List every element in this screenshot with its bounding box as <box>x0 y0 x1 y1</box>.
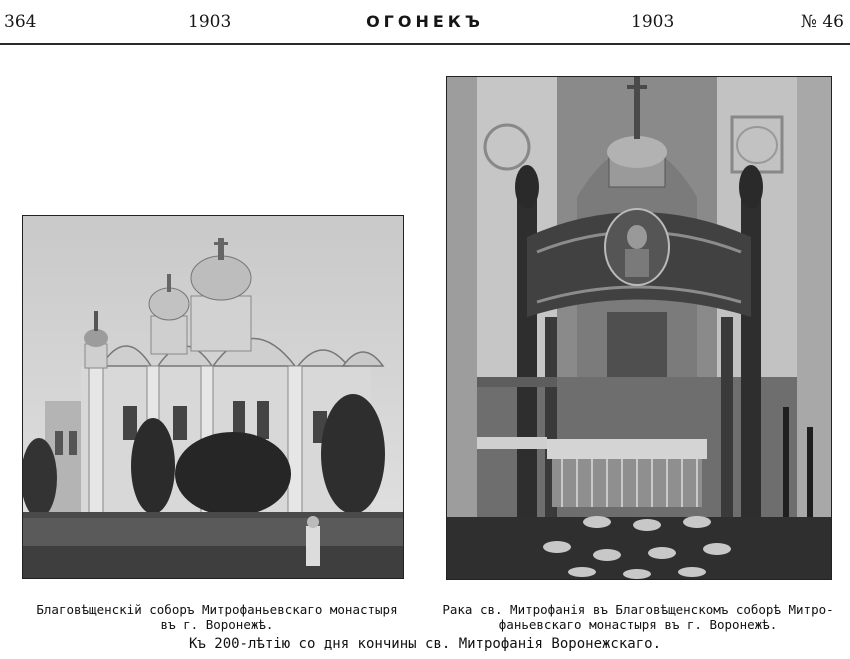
caption-left-line-2: въ г. Воронежѣ. <box>160 617 274 632</box>
caption-left <box>22 602 412 632</box>
bottom-title: Къ 200-лѣтію со дня кончины св. Митрофанія Воронежскаго. <box>188 636 661 652</box>
caption-right-line-1: Рака св. Митрофанія въ Благовѣщенскомъ соборѣ Митро- <box>442 602 834 617</box>
shrine-interior-photo <box>446 76 832 580</box>
header-rule <box>0 43 850 45</box>
year-right: 1903 <box>631 12 675 32</box>
page-header <box>0 0 850 44</box>
magazine-title: ОГОНЕКЪ <box>366 12 484 31</box>
caption-left-line-1: Благовѣщенскій соборъ Митрофаньевскаго монастыря <box>36 602 398 617</box>
page-number: 364 <box>4 12 37 32</box>
year-left: 1903 <box>188 12 232 32</box>
caption-right <box>436 602 840 632</box>
cathedral-exterior-photo <box>22 215 404 579</box>
caption-right-line-2: фаньевскаго монастыря въ г. Воронежѣ. <box>498 617 778 632</box>
issue-number: № 46 <box>800 12 844 32</box>
